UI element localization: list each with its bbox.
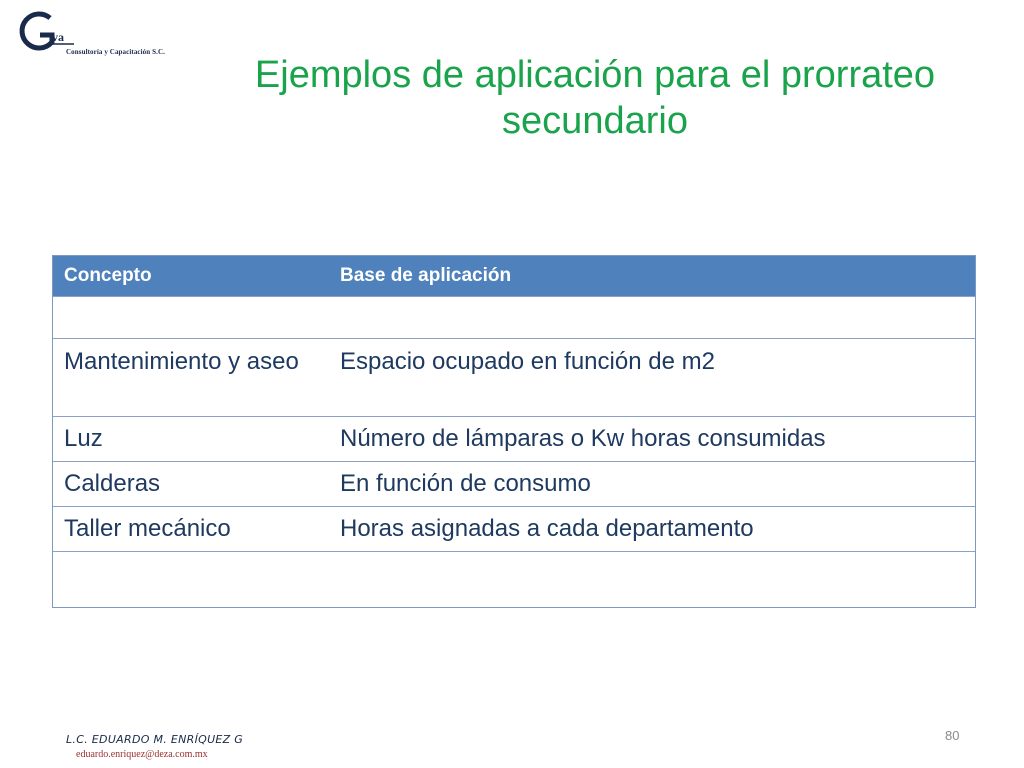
company-logo xyxy=(14,8,184,58)
table-row xyxy=(53,338,975,416)
author-email: eduardo.enriquez@deza.com.mx xyxy=(76,749,208,760)
allocation-table xyxy=(52,255,976,608)
cell-base: En función de consumo xyxy=(340,470,591,497)
logo-letters: va xyxy=(52,30,64,44)
table-row xyxy=(53,416,975,461)
logo-company-name: Consultoría y Capacitación S.C. xyxy=(66,48,165,56)
cell-concepto: Mantenimiento y aseo xyxy=(64,348,299,375)
author-name: L.C. EDUARDO M. ENRÍQUEZ G xyxy=(66,733,244,746)
cell-base xyxy=(329,297,975,338)
cell-concepto xyxy=(53,297,329,338)
gva-logo-icon xyxy=(14,8,74,58)
slide-title: Ejemplos de aplicación para el prorrateo secundario xyxy=(254,54,936,142)
cell-base: Horas asignadas a cada departamento xyxy=(340,515,754,542)
cell-base xyxy=(329,552,975,607)
table-row xyxy=(53,506,975,551)
cell-base: Espacio ocupado en función de m2 xyxy=(340,348,715,375)
header-concepto: Concepto xyxy=(64,265,152,286)
header-base-aplicacion: Base de aplicación xyxy=(340,265,512,286)
cell-concepto: Taller mecánico xyxy=(64,515,231,542)
cell-concepto: Luz xyxy=(64,425,103,452)
table-row xyxy=(53,296,975,338)
table-header-row xyxy=(53,256,975,296)
page-number: 80 xyxy=(945,728,960,743)
cell-concepto xyxy=(53,552,329,607)
cell-base: Número de lámparas o Kw horas consumidas xyxy=(340,425,826,452)
table-row xyxy=(53,461,975,506)
table-row xyxy=(53,551,975,607)
cell-concepto: Calderas xyxy=(64,470,161,497)
